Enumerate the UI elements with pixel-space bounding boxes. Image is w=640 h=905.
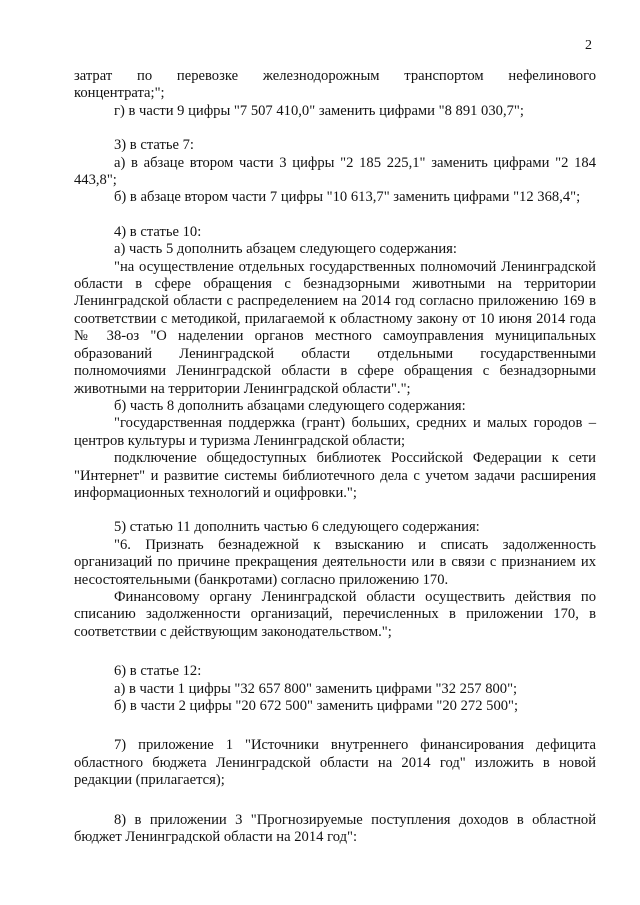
paragraph: а) в части 1 цифры "32 657 800" заменить цифрами "32 257 800"; xyxy=(114,680,518,697)
paragraph: "государственная поддержка (грант) больших, средних и малых городов – центров культуры и туризма Ленинградской области; xyxy=(74,415,596,449)
paragraph: "6. Признать безнадежной к взысканию и списать задолженность организаций по причине прекращения деятельности или в связи с признанием их несостоятельными (банкротами) согласно приложению 170. xyxy=(74,536,596,588)
paragraph: 4) в статье 10: xyxy=(114,223,202,240)
paragraph-spacer xyxy=(74,641,596,663)
paragraph: 7) приложение 1 "Источники внутреннего финансирования дефицита областного бюджета Ленинградской области на 2014 год" изложить в новой редакции (прилагается); xyxy=(74,737,596,789)
paragraph: б) в абзаце втором части 7 цифры "10 613,7" заменить цифрами "12 368,4"; xyxy=(114,189,581,206)
paragraph: 3) в статье 7: xyxy=(114,137,194,154)
paragraph-spacer xyxy=(74,502,596,519)
paragraph: концентрата;"; xyxy=(74,85,165,102)
paragraph: "на осуществление отдельных государственных полномочий Ленинградской области в сфере обращения с безнадзорными животными на территории Ленинградской области с распределением на 2014 год согласно приложению 169 в соответствии с методикой, прилагаемой к областному закону от 10 июня 2014 года № 38-оз "О наделении органов местного самоуправления муниципальных образований Ленинградской области отдельными государственными полномочиями Ленинградской области в сфере обращения с безнадзорными животными на территории Ленинградской области"."; xyxy=(74,258,596,397)
paragraph-spacer xyxy=(74,120,596,137)
page-number: 2 xyxy=(585,38,592,53)
paragraph-spacer xyxy=(74,790,596,812)
paragraph: Финансовому органу Ленинградской области осуществить действия по списанию задолженности организаций, перечисленных в приложении 170, в соответствии с действующим законодательством."; xyxy=(74,588,596,640)
paragraph: 6) в статье 12: xyxy=(114,663,202,680)
paragraph: 8) в приложении 3 "Прогнозируемые поступления доходов в областной бюджет Ленинградской области на 2014 год": xyxy=(74,811,596,846)
paragraph: а) в абзаце втором части 3 цифры "2 185 225,1" заменить цифрами "2 184 443,8"; xyxy=(74,154,596,189)
paragraph: а) часть 5 дополнить абзацем следующего содержания: xyxy=(114,241,457,258)
paragraph: 5) статью 11 дополнить частью 6 следующего содержания: xyxy=(114,519,480,536)
paragraph-spacer xyxy=(74,715,596,737)
paragraph: б) часть 8 дополнить абзацами следующего содержания: xyxy=(114,397,466,414)
paragraph-spacer xyxy=(74,207,596,224)
paragraph: б) в части 2 цифры "20 672 500" заменить цифрами "20 272 500"; xyxy=(114,698,519,714)
paragraph: подключение общедоступных библиотек Российской Федерации к сети "Интернет" и развитие системы библиотечного дела с учетом задачи расширения информационных технологий и оцифровки."; xyxy=(74,450,596,501)
paragraph: г) в части 9 цифры "7 507 410,0" заменить цифрами "8 891 030,7"; xyxy=(114,102,524,119)
document-body xyxy=(74,68,596,846)
paragraph: затрат по перевозке железнодорожным транспортом нефелинового xyxy=(74,68,596,84)
